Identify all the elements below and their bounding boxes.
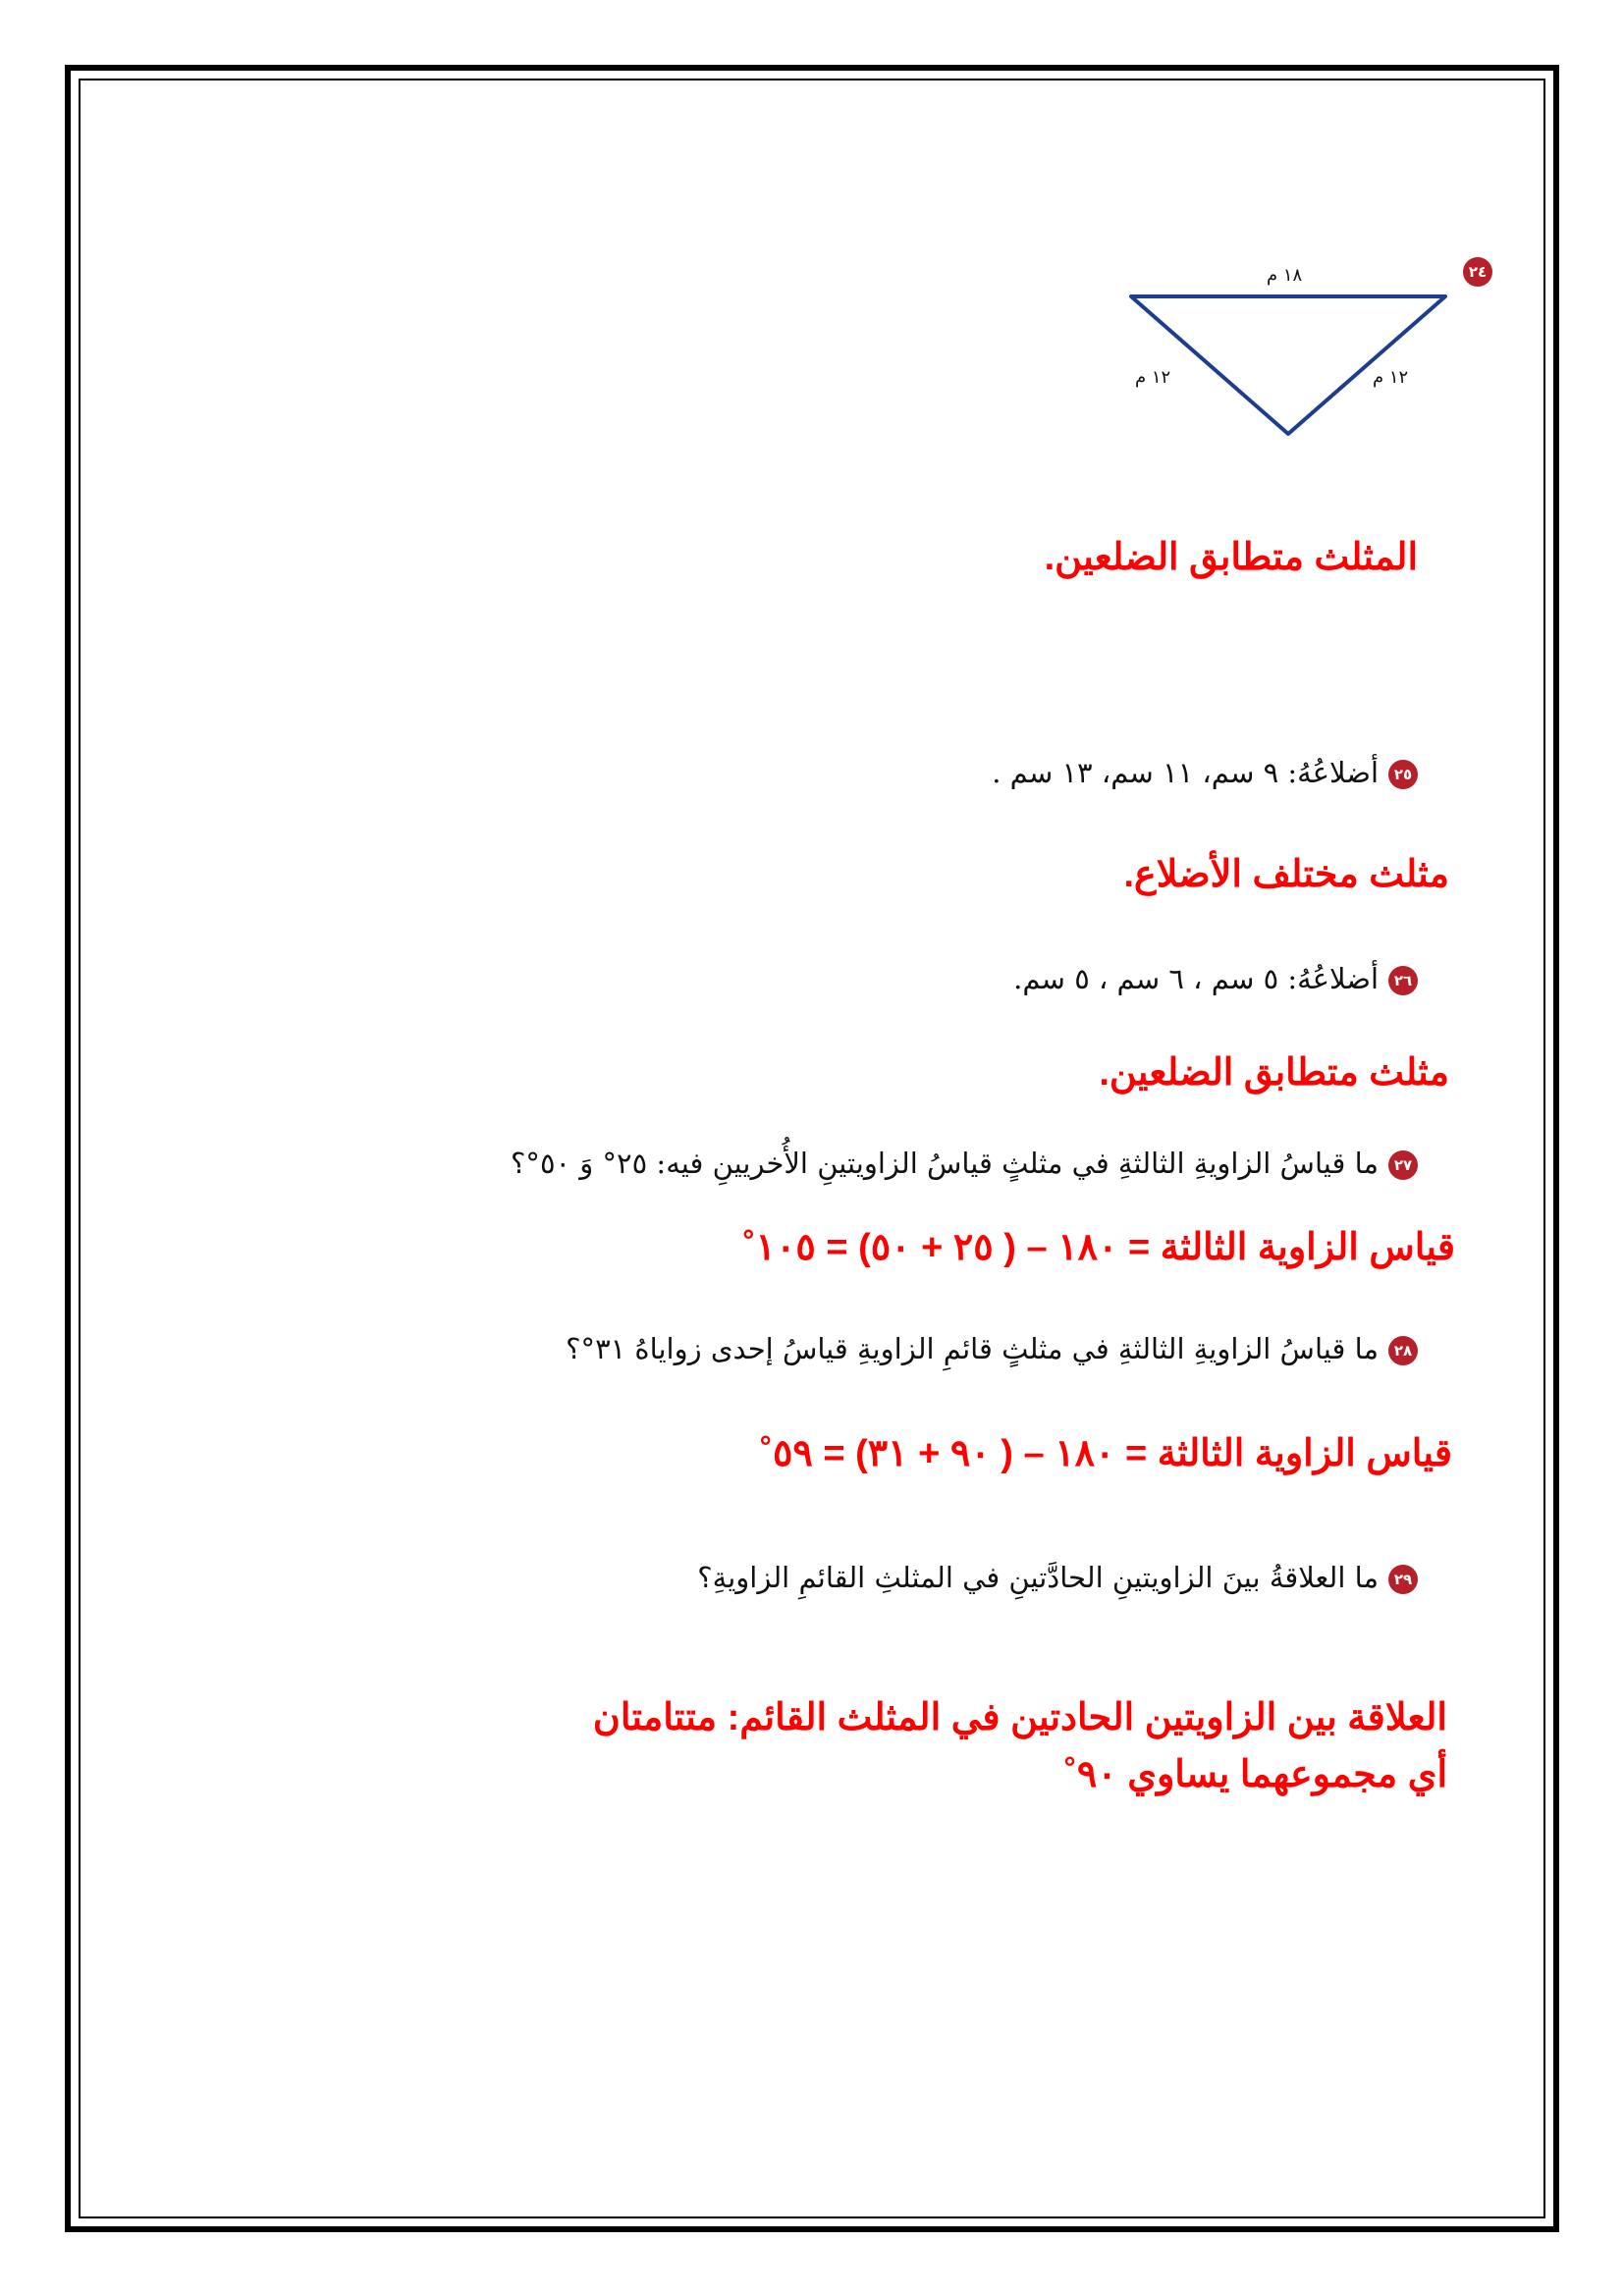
question-25-text: أضلاعُهُ: ٩ سم، ١١ سم، ١٣ سم .	[992, 756, 1379, 789]
question-number-badge: ٢٧	[1388, 1150, 1418, 1180]
answer-29-line-2: أي مجموعهما يساوي ٩٠˚	[1064, 1754, 1447, 1795]
question-number-badge: ٢٩	[1388, 1565, 1418, 1594]
question-number-badge: ٢٨	[1388, 1336, 1418, 1365]
answer-24: المثلث متطابق الضلعين.	[1044, 537, 1418, 578]
triangle-top-side-label: ١٨ م	[1267, 265, 1303, 286]
question-27	[511, 1147, 1418, 1180]
question-number-badge: ٢٦	[1388, 966, 1418, 995]
triangle-right-side-label: ١٢ م	[1373, 367, 1409, 388]
question-25	[992, 756, 1418, 789]
question-number-badge: ٢٥	[1388, 760, 1418, 789]
question-29-text: ما العلاقةُ بينَ الزاويتينِ الحادَّتينِ في المثلثِ القائمِ الزاويةِ؟	[697, 1561, 1379, 1594]
question-26-text: أضلاعُهُ: ٥ سم ، ٦ سم ، ٥ سم.	[1013, 962, 1379, 995]
triangle-shape	[1131, 296, 1445, 434]
answer-29-line-1: العلاقة بين الزاويتين الحادتين في المثلث القائم: متتامتان	[592, 1697, 1447, 1738]
triangle-figure	[1119, 257, 1463, 444]
question-28-text: ما قياسُ الزاويةِ الثالثةِ في مثلثٍ قائمِ الزاويةِ قياسُ إحدى زواياهُ ٣١°؟	[566, 1332, 1379, 1365]
answer-27: قياس الزاوية الثالثة = ١٨٠ – ( ٢٥ + ٥٠) = ١٠٥˚	[742, 1227, 1455, 1268]
question-26	[1013, 962, 1418, 995]
answer-28: قياس الزاوية الثالثة = ١٨٠ – ( ٩٠ + ٣١) = ٥٩˚	[760, 1433, 1452, 1474]
question-29	[697, 1561, 1418, 1594]
question-27-text: ما قياسُ الزاويةِ الثالثةِ في مثلثٍ قياسُ الزاويتينِ الأُخريينِ فيه: ٢٥° وَ ٥٠°؟	[511, 1147, 1379, 1180]
triangle-left-side-label: ١٢ م	[1135, 367, 1171, 388]
question-28	[566, 1332, 1418, 1365]
answer-25: مثلث مختلف الأضلاع.	[1123, 854, 1449, 895]
answer-26: مثلث متطابق الضلعين.	[1099, 1052, 1449, 1094]
question-number-badge: ٢٤	[1463, 257, 1492, 287]
